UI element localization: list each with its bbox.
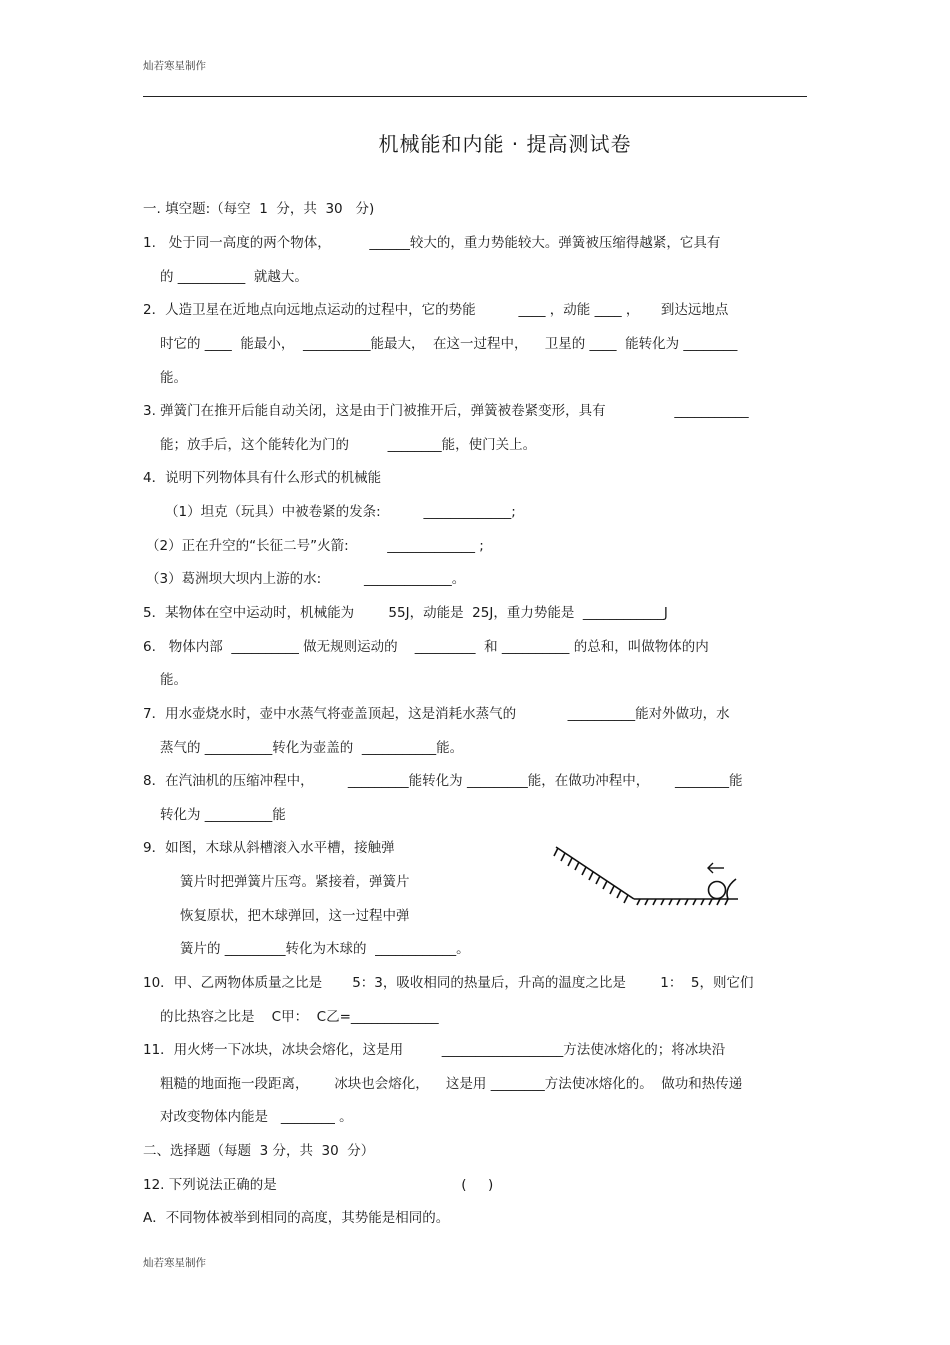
question-line: 10．甲、乙两物体质量之比是 5：3，吸收相同的热量后，升高的温度之比是 1： 5，则它们 — [143, 975, 754, 991]
section-title: 二、选择题（每题 3 分，共 30 分） — [143, 1143, 375, 1159]
question-line: 蒸气的 __________转化为壶盖的 ___________能。 — [160, 740, 464, 756]
question-line: 7．用水壶烧水时，壶中水蒸气将壶盖顶起，这是消耗水蒸气的 __________能对外做功，水 — [143, 706, 730, 722]
question-line: 时它的 ____ 能最小， __________能最大， 在这一过程中， 卫星的 ____ 能转化为 ________ — [160, 336, 738, 352]
question-line: 9．如图，木球从斜槽滚入水平槽，接触弹 — [143, 840, 395, 856]
question-line: 8．在汽油机的压缩冲程中， _________能转化为 _________能，在做功冲程中， ________能 — [143, 773, 743, 789]
question-line: A．不同物体被举到相同的高度，其势能是相同的。 — [143, 1210, 450, 1226]
page-header: 灿若寒星制作 — [143, 60, 206, 72]
question-line: 1. 处于同一高度的两个物体， ______较大的，重力势能较大。弹簧被压缩得越紧，它具有 — [143, 235, 721, 251]
question-line: （3）葛洲坝大坝内上游的水: _____________。 — [146, 571, 466, 587]
question-line: 转化为 __________能 — [160, 807, 286, 823]
question-line: （2）正在升空的“长征二号”火箭: _____________ ; — [146, 538, 484, 554]
question-line: 能。 — [160, 672, 187, 688]
question-line: 5．某物体在空中运动时，机械能为 55J，动能是 25J，重力势能是 ____________J — [143, 605, 668, 621]
incline-ball-spring-figure — [552, 843, 747, 913]
question-line: 粗糙的地面拖一段距离， 冰块也会熔化， 这是用 ________方法使冰熔化的。 做功和热传递 — [160, 1076, 743, 1092]
page-footer: 灿若寒星制作 — [143, 1257, 206, 1269]
question-line: 对改变物体内能是 ________ 。 — [160, 1109, 353, 1125]
question-line: 2．人造卫星在近地点向远地点运动的过程中，它的势能 ____ ，动能 ____ ， 到达远地点 — [143, 302, 729, 318]
header-rule — [143, 96, 807, 97]
question-line: 11．用火烤一下冰块，冰块会熔化，这是用 __________________方法使冰熔化的；将冰块沿 — [143, 1042, 726, 1058]
question-line: 簧片的 _________转化为木球的 ____________。 — [180, 941, 470, 957]
question-line: 能。 — [160, 370, 187, 386]
question-line: 3. 弹簧门在推开后能自动关闭，这是由于门被推开后，弹簧被卷紧变形，具有 ___________ — [143, 403, 749, 419]
question-line: 4．说明下列物体具有什么形式的机械能 — [143, 470, 382, 486]
question-line: 恢复原状，把木球弹回，这一过程中弹 — [180, 908, 410, 924]
question-line: 6. 物体内部 __________ 做无规则运动的 _________ 和 __________ 的总和，叫做物体的内 — [143, 639, 709, 655]
question-line: 簧片时把弹簧片压弯。紧接着，弹簧片 — [180, 874, 410, 890]
question-line: 的比热容之比是 C甲： C乙=_____________ — [160, 1009, 439, 1025]
section-title: 一. 填空题:（每空 1 分，共 30 分) — [143, 201, 375, 217]
question-line: 能；放手后，这个能转化为门的 ________能，使门关上。 — [160, 437, 537, 453]
question-line: 12. 下列说法正确的是 ( ) — [143, 1177, 494, 1193]
question-line: 的 __________ 就越大。 — [160, 269, 308, 285]
question-line: （1）坦克（玩具）中被卷紧的发条: _____________; — [165, 504, 516, 520]
page-title: 机械能和内能 · 提高测试卷 — [378, 132, 632, 156]
